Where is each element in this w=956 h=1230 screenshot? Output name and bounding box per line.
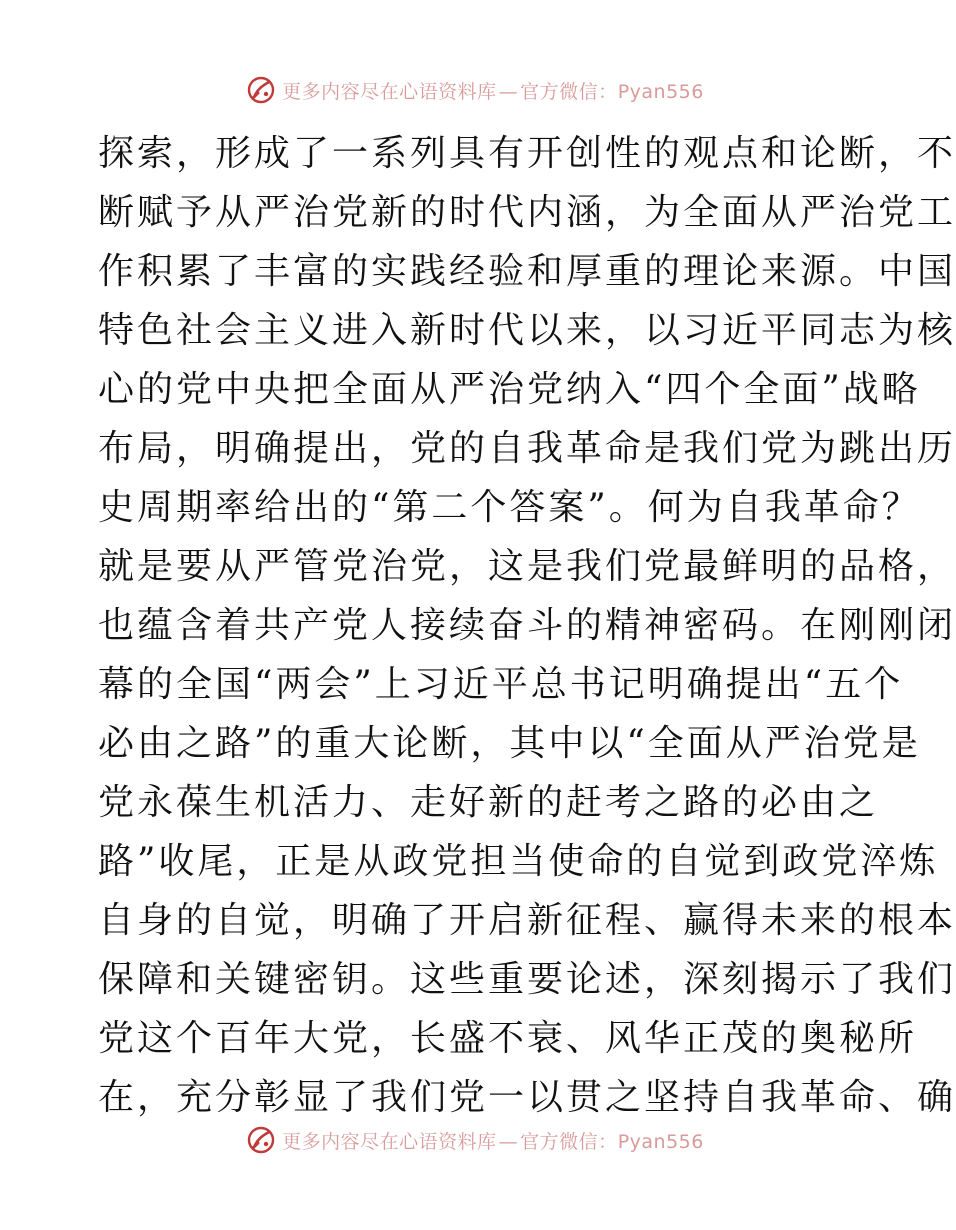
- body-line: 也蕴含着共产党人接续奋斗的精神密码。在刚刚闭: [98, 605, 956, 646]
- body-line: 布局，明确提出，党的自我革命是我们党为跳出历: [98, 428, 956, 469]
- header-site-text: 更多内容尽在心语资料库: [282, 80, 497, 103]
- body-line: 幕的全国“两会”上习近平总书记明确提出“五个: [98, 664, 904, 705]
- document-body: [98, 124, 956, 1127]
- footer-separator: —: [498, 1130, 519, 1153]
- body-line: 作积累了丰富的实践经验和厚重的理论来源。中国: [98, 251, 956, 292]
- brand-logo-icon: [246, 75, 276, 105]
- body-line: 在，充分彰显了我们党一以贯之坚持自我革命、确: [98, 1077, 956, 1118]
- header-separator: —: [498, 80, 519, 103]
- body-line: 保障和关键密钥。这些重要论述，深刻揭示了我们: [98, 959, 956, 1000]
- body-line: 党这个百年大党，长盛不衰、风华正茂的奥秘所: [98, 1018, 918, 1059]
- header-wechat-label: 官方微信：: [520, 80, 618, 103]
- body-line: 史周期率给出的“第二个答案”。何为自我革命？: [98, 487, 921, 528]
- body-line: 党永葆生机活力、走好新的赶考之路的必由之: [98, 782, 879, 823]
- footer-wechat-id: Pyan556: [617, 1130, 704, 1153]
- header-wechat-id: Pyan556: [617, 80, 704, 103]
- footer-watermark-text: [282, 1127, 704, 1154]
- body-line: 必由之路”的重大论断，其中以“全面从严治党是: [98, 723, 921, 764]
- footer-wechat-label: 官方微信：: [520, 1130, 618, 1153]
- body-line: 自身的自觉，明确了开启新征程、赢得未来的根本: [98, 900, 956, 941]
- body-line: 就是要从严管党治党，这是我们党最鲜明的品格，: [98, 546, 956, 587]
- header-banner: [0, 70, 950, 110]
- body-line: 探索，形成了一系列具有开创性的观点和论断，不: [98, 133, 956, 174]
- body-line: 路”收尾，正是从政党担当使命的自觉到政党淬炼: [98, 841, 939, 882]
- body-line: 特色社会主义进入新时代以来，以习近平同志为核: [98, 310, 956, 351]
- body-line: 断赋予从严治党新的时代内涵，为全面从严治党工: [98, 192, 956, 233]
- footer-banner: [0, 1120, 950, 1160]
- footer-site-text: 更多内容尽在心语资料库: [282, 1130, 497, 1153]
- header-watermark-text: [282, 77, 704, 104]
- body-line: 心的党中央把全面从严治党纳入“四个全面”战略: [98, 369, 921, 410]
- brand-logo-icon: [246, 1125, 276, 1155]
